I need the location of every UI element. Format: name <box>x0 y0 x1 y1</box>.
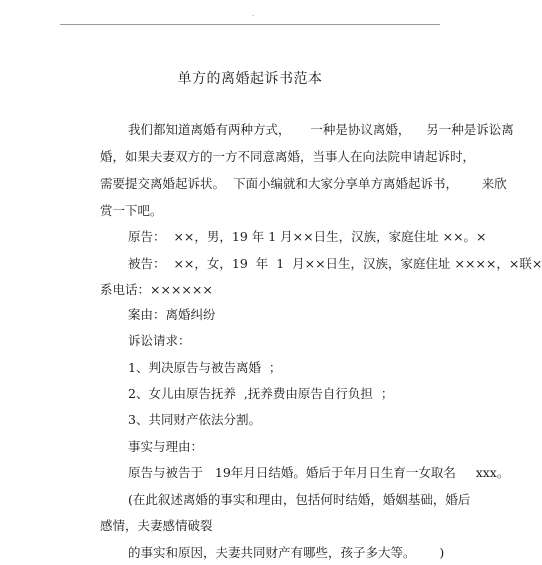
contact-line: 系电话：×××××× <box>100 282 213 297</box>
intro-line-4: 赏一下吧。 <box>100 203 163 218</box>
header-rule <box>60 24 440 25</box>
plaintiff-line: 原告： ××，男，19 年 1 月××日生，汉族，家庭住址 ××。× <box>128 229 487 244</box>
claims-heading: 诉讼请求： <box>128 333 191 348</box>
claim-item-2: 2、女儿由原告抚养 ,抚养费由原告自行负担 ； <box>128 386 394 401</box>
intro-line-2: 婚，如果夫妻双方的一方不同意离婚，当事人在向法院申请起诉时， <box>100 149 476 164</box>
defendant-line: 被告： ××，女，19 年 1 月××日生，汉族，家庭住址 ××××，×联× <box>128 256 542 271</box>
case-line: 案由：离婚纠纷 <box>128 307 216 322</box>
claim-item-3: 3、共同财产依法分割。 <box>128 412 261 427</box>
intro-line-3: 需要提交离婚起诉状。 下面小编就和大家分享单方离婚起诉书， 来欣 <box>100 176 507 191</box>
facts-line-3: 感情，夫妻感情破裂 <box>100 518 213 533</box>
header-mark: . <box>252 10 255 18</box>
document-title: 单方的离婚起诉书范本 <box>177 71 323 87</box>
claim-item-1: 1、判决原告与被告离婚 ； <box>128 360 282 375</box>
facts-heading: 事实与理由： <box>128 439 204 454</box>
intro-line-1: 我们都知道离婚有两种方式， 一种是协议离婚， 另一种是诉讼离 <box>128 122 514 137</box>
facts-line-4: 的事实和原因，夫妻共同财产有哪些，孩子多大等。 ) <box>128 545 445 560</box>
facts-line-2: (在此叙述离婚的事实和理由，包括何时结婚，婚姻基础，婚后 <box>128 492 471 507</box>
facts-line-1: 原告与被告于 19年月日结婚。婚后于年月日生育一女取名 xxx。 <box>128 465 510 480</box>
